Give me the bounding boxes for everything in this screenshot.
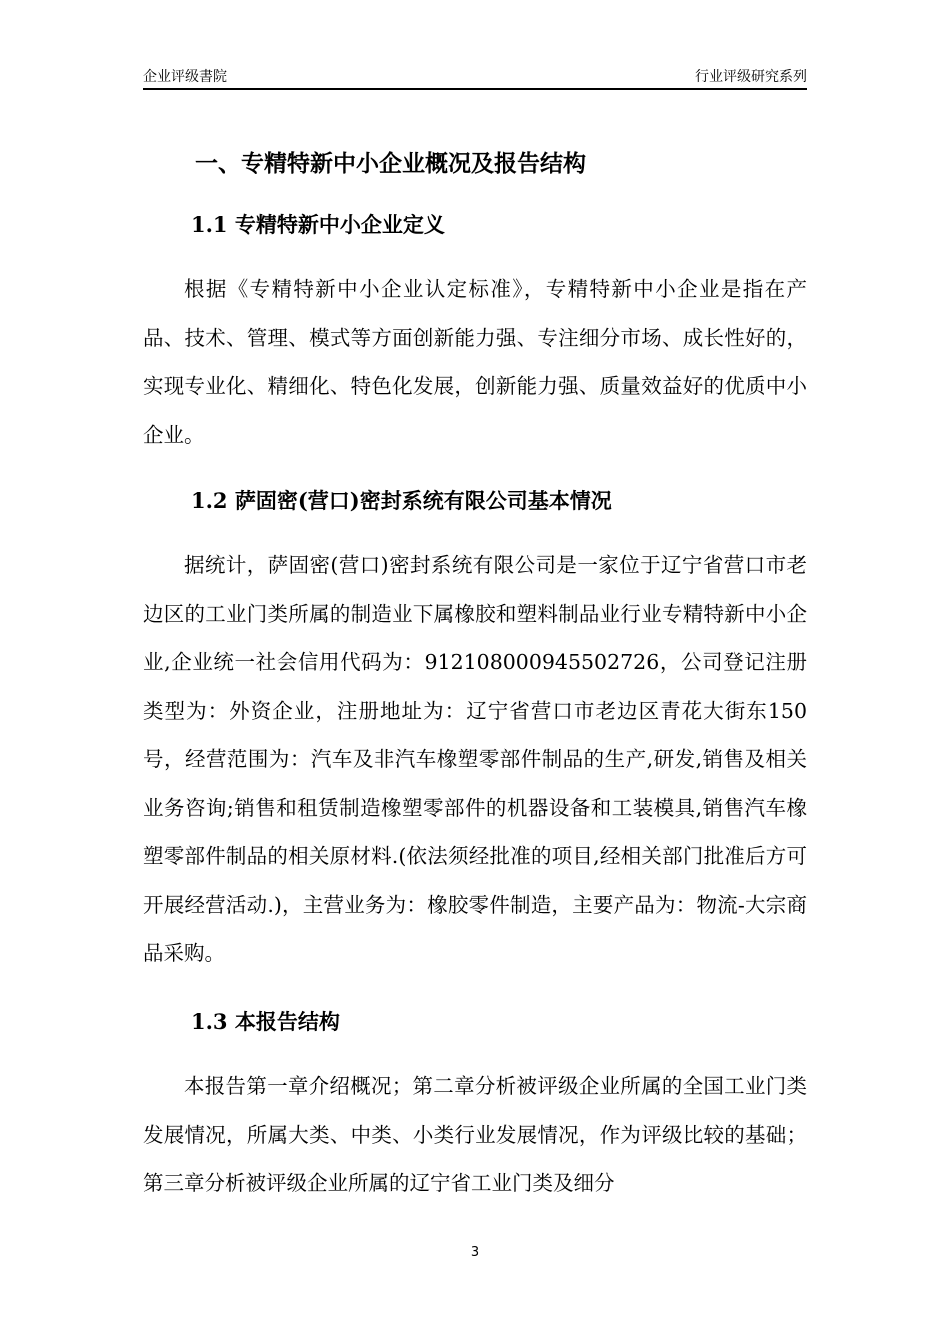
header-left-text: 企业评级書院 [143,69,227,85]
subsection-heading-1-2: 1.2 萨固密(营口)密封系统有限公司基本情况 [191,488,612,513]
subsection-heading-1-3: 1.3 本报告结构 [191,1009,340,1034]
section-title: 一、专精特新中小企业概况及报告结构 [195,150,586,177]
page-number: 3 [470,1245,480,1260]
header-right-text: 行业评级研究系列 [695,69,807,85]
page-header [143,66,807,90]
paragraph-definition: 根据《专精特新中小企业认定标准》，专精特新中小企业是指在产品、技术、管理、模式等方面创新能力强、专注细分市场、成长性好的，实现专业化、精细化、特色化发展，创新能力强、质量效益好的优质中小企业。 [143,277,807,447]
subsection-heading-1-1: 1.1 专精特新中小企业定义 [191,212,445,237]
paragraph-company-info: 据统计，萨固密(营口)密封系统有限公司是一家位于辽宁省营口市老边区的工业门类所属的制造业下属橡胶和塑料制品业行业专精特新中小企业,企业统一社会信用代码为：912108000945502726，公司登记注册类型为：外资企业，注册地址为：辽宁省营口市老边区青花大街东150号，经营范围为：汽车及非汽车橡塑零部件制品的生产,研发,销售及相关业务咨询;销售和租赁制造橡塑零部件的机器设备和工装模具,销售汽车橡塑零部件制品的相关原材料.(依法须经批准的项目,经相关部门批准后方可开展经营活动.)，主营业务为：橡胶零件制造，主要产品为：物流-大宗商品采购。 [143,553,807,965]
paragraph-report-structure: 本报告第一章介绍概况；第二章分析被评级企业所属的全国工业门类发展情况，所属大类、中类、小类行业发展情况，作为评级比较的基础；第三章分析被评级企业所属的辽宁省工业门类及细分 [143,1074,807,1195]
